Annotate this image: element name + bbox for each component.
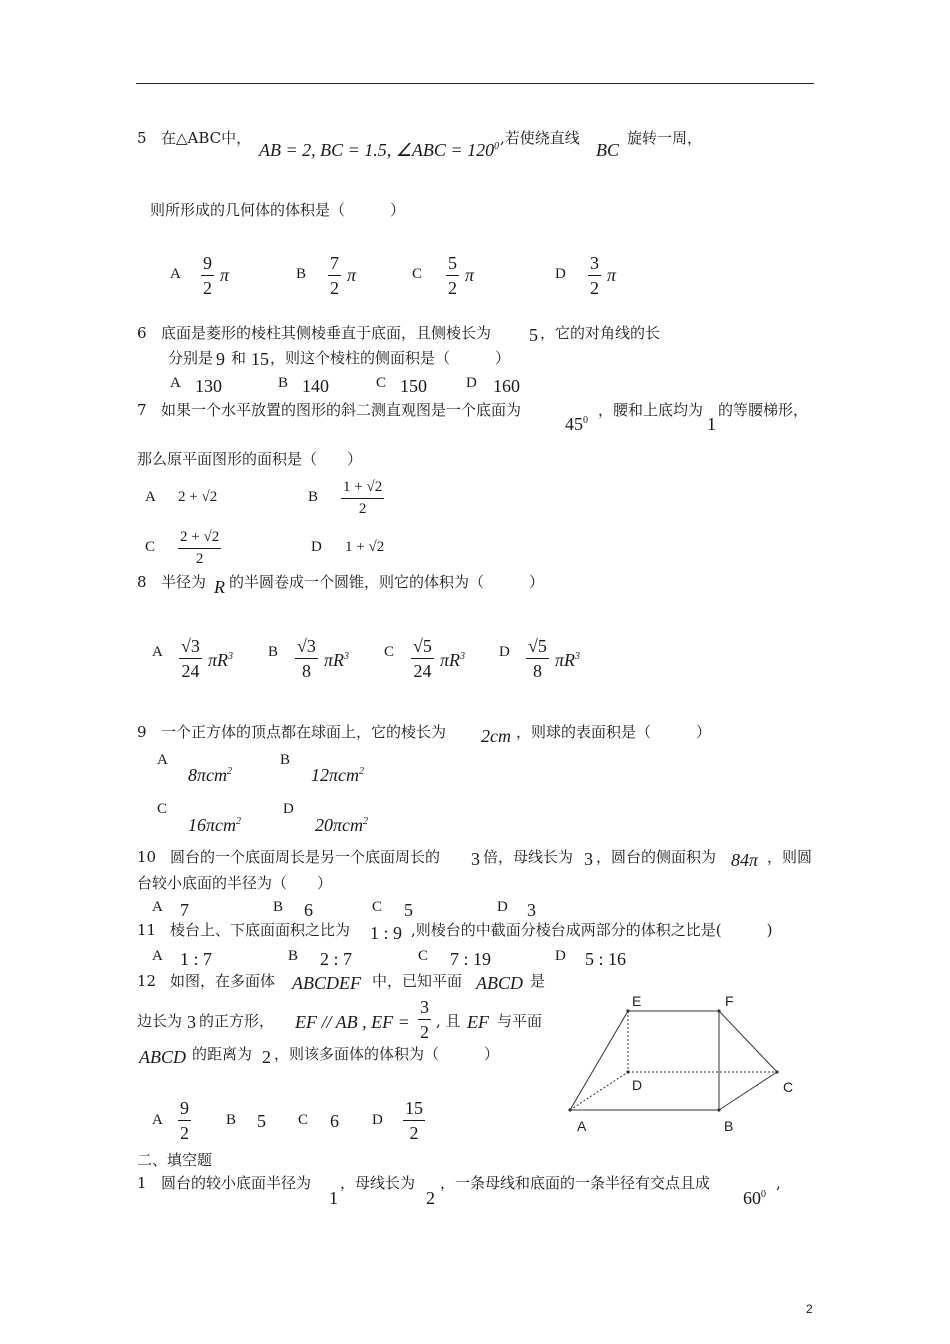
option-fraction: $\frac{√3}{24}$ <box>181 636 200 681</box>
option-value: 5 : 16 <box>585 949 627 969</box>
option-value: 130 <box>195 376 222 396</box>
option-value: 7 <box>180 900 189 920</box>
question-text: 的距离为 <box>192 1045 253 1063</box>
question-text: , 且 <box>436 1012 461 1030</box>
question-number: 12 <box>137 972 157 990</box>
question-text: ，母线长为 <box>340 1174 416 1192</box>
option-tail: $\pi R^3$ <box>440 650 466 670</box>
question-text: , <box>776 1174 781 1192</box>
option-letter: B <box>280 752 291 768</box>
value: 9 <box>216 349 225 369</box>
angle: $60^0$ <box>743 1188 766 1208</box>
question-text: 的半圆卷成一个圆锥，则它的体积为（ ） <box>229 573 545 591</box>
header-rule <box>136 83 814 84</box>
option-letter: B <box>296 266 307 282</box>
pi-symbol: π <box>465 265 475 285</box>
option-value: 3 <box>527 900 536 920</box>
option-letter: C <box>372 899 383 915</box>
question-text: ，则该多面体的体积为（ ） <box>274 1045 500 1063</box>
option-letter: A <box>145 489 156 505</box>
option-expression: 2 + √2 <box>178 489 218 505</box>
edge-fc <box>719 1011 777 1072</box>
option-fraction: $\frac{√3}{8}$ <box>297 636 316 681</box>
vertex-e <box>626 1009 629 1012</box>
question-text: 圆台的较小底面半径为 <box>161 1174 312 1192</box>
edge-ad-hidden <box>570 1072 628 1110</box>
option-letter: D <box>466 375 477 391</box>
plane-name: ABCD <box>139 1047 186 1067</box>
question-text: ，它的对角线的长 <box>540 324 661 342</box>
option-letter: A <box>152 1112 163 1128</box>
option-letter: A <box>152 948 163 964</box>
ratio: 1 : 9 <box>370 923 403 943</box>
question-text: 底面是菱形的棱柱其侧棱垂直于底面，且侧棱长为 <box>161 324 492 342</box>
question-text: ，一条母线和底面的一条半径有交点且成 <box>440 1174 711 1192</box>
question-number: 5 <box>137 129 147 147</box>
edge-ea <box>570 1011 628 1110</box>
option-fraction: $\frac{15}{2}$ <box>405 1098 423 1143</box>
option-fraction: $\frac{2 + √2}{2}$ <box>180 529 220 567</box>
option-letter: D <box>372 1112 383 1128</box>
option-letter: A <box>157 752 168 768</box>
vertex-c <box>775 1070 778 1073</box>
question-text: 的等腰梯形， <box>718 401 809 419</box>
question-text: ,若使绕直线 <box>500 129 580 147</box>
polyhedron-figure <box>560 990 810 1144</box>
option-value: 140 <box>302 376 329 396</box>
option-letter: B <box>278 375 289 391</box>
value: 15 <box>251 349 269 369</box>
line-name: BC <box>596 140 620 160</box>
vertex-d <box>626 1070 629 1073</box>
label-d: D <box>632 1077 643 1093</box>
ef-fraction: $\frac{3}{2}$ <box>420 997 429 1042</box>
option-letter: B <box>226 1112 237 1128</box>
option-letter: C <box>298 1112 309 1128</box>
option-fraction: $\frac{9}{2}$ <box>180 1098 189 1143</box>
vertex-a <box>568 1108 571 1111</box>
option-tail: $\pi R^3$ <box>324 650 350 670</box>
option-letter: C <box>145 539 156 555</box>
value: 3 <box>584 849 593 869</box>
option-letter: D <box>283 801 294 817</box>
plane-name: ABCD <box>476 973 523 993</box>
page-number: 2 <box>806 1302 813 1316</box>
option-fraction: $\frac{3}{2}$ <box>590 253 599 298</box>
option-value: 1 : 7 <box>180 949 213 969</box>
question-text: 如图，在多面体 <box>170 972 276 990</box>
vertex-b <box>717 1108 720 1111</box>
option-fraction: $\frac{7}{2}$ <box>330 253 339 298</box>
question-text: 与平面 <box>497 1012 543 1030</box>
option-letter: A <box>170 375 181 391</box>
option-value: 150 <box>400 376 427 396</box>
question-number: 11 <box>137 921 157 939</box>
option-fraction: $\frac{√5}{8}$ <box>528 636 547 681</box>
question-text: 的正方形， <box>199 1012 275 1030</box>
value: 2 <box>426 1188 435 1208</box>
question-number: 10 <box>137 848 157 866</box>
question-text: ，则圆 <box>767 848 813 866</box>
option-letter: C <box>384 644 395 660</box>
option-letter: C <box>412 266 423 282</box>
radius-symbol: R <box>214 577 225 597</box>
option-value: 160 <box>493 376 520 396</box>
question-text: 圆台的一个底面周长是另一个底面周长的 <box>170 848 441 866</box>
value: 2 <box>262 1047 271 1067</box>
option-letter: A <box>170 266 181 282</box>
option-letter: D <box>555 948 566 964</box>
question-text: 如果一个水平放置的图形的斜二测直观图是一个底面为 <box>161 401 522 419</box>
pi-symbol: π <box>607 265 617 285</box>
label-a: A <box>577 1118 587 1134</box>
option-letter: A <box>152 644 163 660</box>
question-text: 边长为 <box>137 1012 183 1030</box>
question-text: ，腰和上底均为 <box>598 401 704 419</box>
option-value: 6 <box>330 1111 339 1131</box>
pi-symbol: π <box>220 265 230 285</box>
option-value: 2 : 7 <box>320 949 353 969</box>
question-text: ,则棱台的中截面分棱台成两部分的体积之比是( ) <box>411 921 773 939</box>
relation: EF // AB , EF = <box>295 1012 410 1032</box>
question-text: 则所形成的几何体的体积是（ ） <box>150 201 406 219</box>
option-letter: C <box>376 375 387 391</box>
segment-name: EF <box>467 1012 489 1032</box>
value: 3 <box>471 849 480 869</box>
question-text: 一个正方体的顶点都在球面上，它的棱长为 <box>161 723 447 741</box>
option-expression: 1 + √2 <box>345 539 385 555</box>
question-text: ，则球的表面积是（ ） <box>516 723 712 741</box>
option-fraction: $\frac{5}{2}$ <box>448 253 457 298</box>
option-letter: D <box>311 539 322 555</box>
option-fraction: $\frac{1 + √2}{2}$ <box>343 479 383 517</box>
value: 1 <box>329 1188 338 1208</box>
question-number: 9 <box>137 723 147 741</box>
formula: AB = 2, BC = 1.5, ∠ABC = $120^0$ <box>259 140 500 160</box>
option-letter: B <box>288 948 299 964</box>
question-text: 棱台上、下底面面积之比为 <box>170 921 351 939</box>
label-c: C <box>783 1079 794 1095</box>
option-letter: B <box>308 489 319 505</box>
label-e: E <box>632 993 642 1009</box>
vertex-f <box>717 1009 720 1012</box>
option-letter: B <box>273 899 284 915</box>
question-text: 和 <box>231 349 247 367</box>
option-value: 5 <box>257 1111 266 1131</box>
section-title: 二、填空题 <box>137 1151 213 1169</box>
value: 84π <box>731 850 759 870</box>
option-letter: C <box>418 948 429 964</box>
polyhedron-name: ABCDEF <box>292 973 361 993</box>
question-text: 倍，母线长为 <box>483 848 574 866</box>
question-number: 8 <box>137 573 147 591</box>
option-letter: D <box>499 644 510 660</box>
question-number: 1 <box>137 1174 147 1192</box>
option-letter: B <box>268 644 279 660</box>
question-text: 台较小底面的半径为（ ） <box>137 874 333 892</box>
option-letter: D <box>555 266 566 282</box>
option-fraction: $\frac{9}{2}$ <box>203 253 212 298</box>
label-f: F <box>725 993 734 1009</box>
label-b: B <box>724 1118 734 1134</box>
option-fraction: $\frac{√5}{24}$ <box>413 636 432 681</box>
option-value: 20πcm$^2$ <box>315 815 369 835</box>
option-value: 16πcm$^2$ <box>188 815 242 835</box>
option-value: 12πcm$^2$ <box>311 765 365 785</box>
question-text: 是 <box>530 972 546 990</box>
pi-symbol: π <box>347 265 357 285</box>
option-letter: C <box>157 801 168 817</box>
question-text: 旋转一周， <box>627 129 703 147</box>
option-value: 5 <box>404 900 413 920</box>
question-number: 6 <box>137 324 147 342</box>
polyhedron-diagram <box>560 990 810 1140</box>
option-tail: $\pi R^3$ <box>555 650 581 670</box>
option-value: 7 : 19 <box>450 949 492 969</box>
question-text: ，则这个棱柱的侧面积是（ ） <box>270 349 511 367</box>
value: 3 <box>187 1012 196 1032</box>
question-text: 分别是 <box>168 349 214 367</box>
question-text: ，圆台的侧面积为 <box>596 848 717 866</box>
option-letter: D <box>497 899 508 915</box>
option-value: 8πcm$^2$ <box>188 765 233 785</box>
value: 1 <box>707 414 716 434</box>
question-text: 那么原平面图形的面积是（ ） <box>137 450 363 468</box>
edge-bc <box>719 1072 777 1110</box>
question-text: 半径为 <box>161 573 207 591</box>
question-text: 在△ABC中， <box>161 129 252 147</box>
option-tail: $\pi R^3$ <box>208 650 234 670</box>
angle: $45^0$ <box>565 414 588 434</box>
option-letter: A <box>152 899 163 915</box>
edge-length: 2cm <box>481 726 511 746</box>
question-text: 中，已知平面 <box>372 972 463 990</box>
question-number: 7 <box>137 401 147 419</box>
option-value: 6 <box>304 900 313 920</box>
value: 5 <box>529 325 538 345</box>
